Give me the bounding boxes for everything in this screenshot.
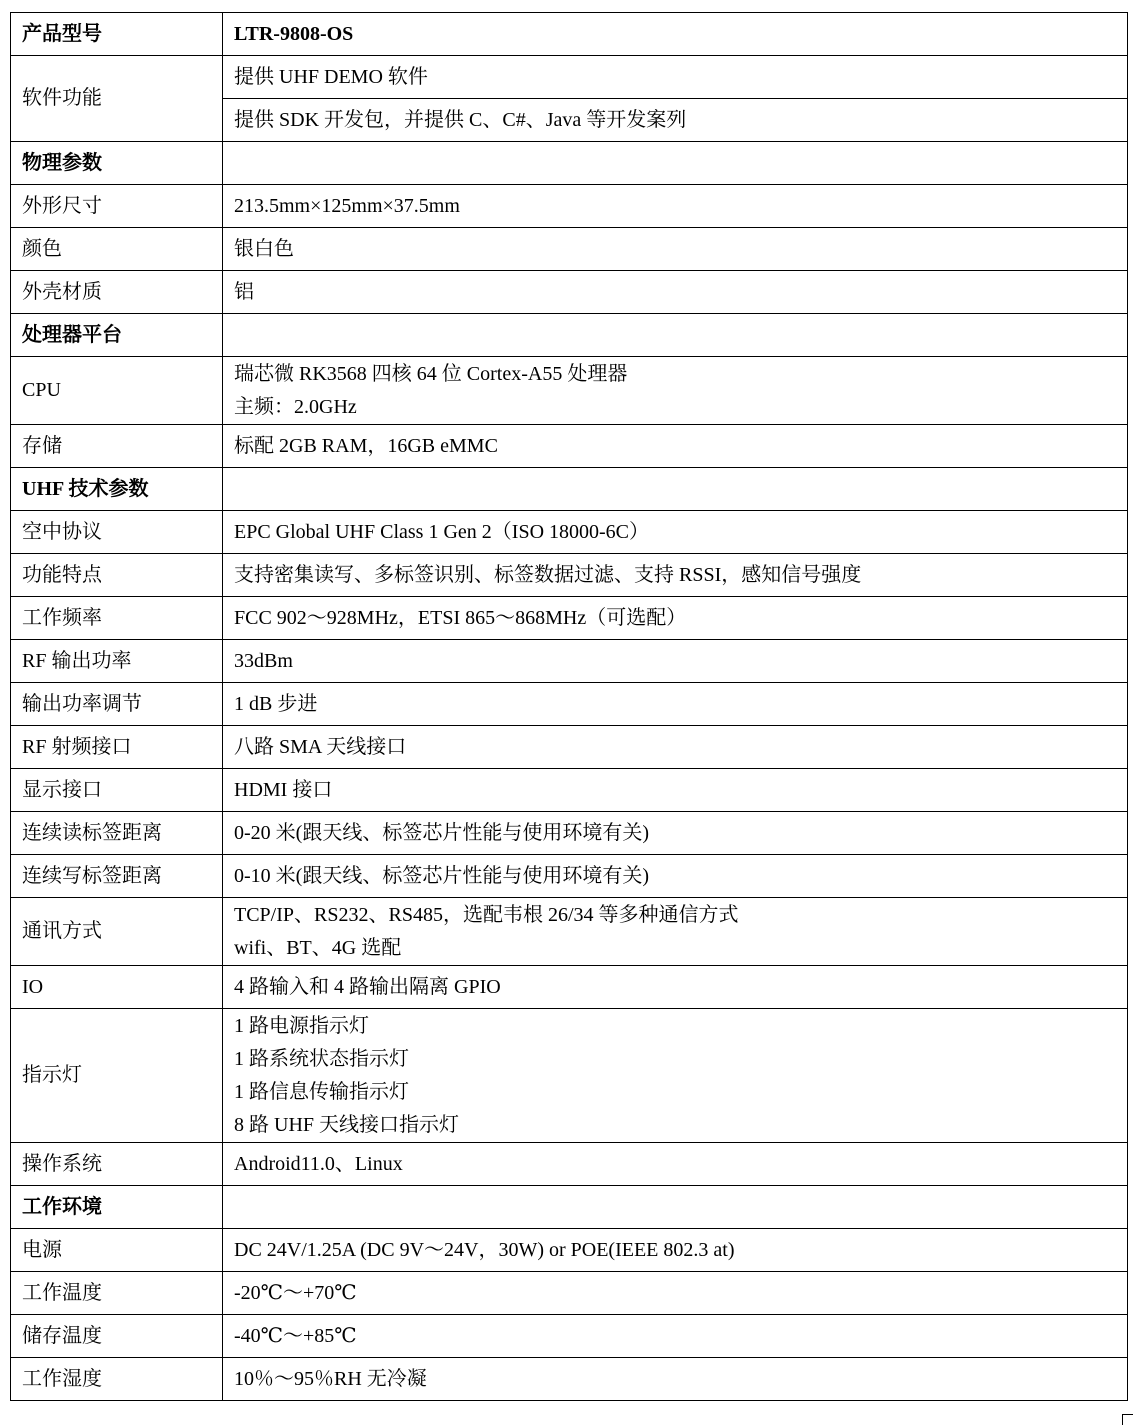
spec-label: 输出功率调节 [11, 683, 223, 726]
table-row [11, 1315, 1128, 1358]
spec-value [223, 1009, 1128, 1143]
spec-value [223, 511, 1128, 554]
spec-label: 通讯方式 [11, 898, 223, 966]
table-row [11, 640, 1128, 683]
table-row [11, 683, 1128, 726]
spec-value-line [234, 319, 1116, 352]
table-row [11, 1229, 1128, 1272]
table-row [11, 185, 1128, 228]
spec-value-line: 八路 SMA 天线接口 [234, 735, 407, 758]
spec-value-line: -20℃～+70℃ [234, 1281, 357, 1304]
table-row [11, 1143, 1128, 1186]
spec-value [223, 1272, 1128, 1315]
spec-value-line: 0-20 米(跟天线、标签芯片性能与使用环境有关) [234, 821, 649, 844]
spec-value-line: 铝 [234, 280, 254, 303]
table-row [11, 511, 1128, 554]
spec-label: 连续写标签距离 [11, 855, 223, 898]
spec-value [223, 271, 1128, 314]
spec-label: 颜色 [11, 228, 223, 271]
spec-label: 连续读标签距离 [11, 812, 223, 855]
spec-value [223, 1229, 1128, 1272]
spec-value [223, 554, 1128, 597]
spec-value-line: 主频：2.0GHz [234, 395, 357, 418]
spec-value [223, 640, 1128, 683]
spec-value [223, 185, 1128, 228]
software-line-1: 提供 UHF DEMO 软件 [223, 56, 1128, 99]
spec-value-line: wifi、BT、4G 选配 [234, 936, 402, 959]
table-row [11, 726, 1128, 769]
table-row [11, 769, 1128, 812]
spec-value-line: 8 路 UHF 天线接口指示灯 [234, 1113, 460, 1136]
spec-value [223, 425, 1128, 468]
table-row [11, 228, 1128, 271]
spec-label: RF 输出功率 [11, 640, 223, 683]
spec-label: 操作系统 [11, 1143, 223, 1186]
spec-value [223, 357, 1128, 425]
spec-value [223, 726, 1128, 769]
spec-value [223, 898, 1128, 966]
table-row [11, 357, 1128, 425]
spec-value [223, 1315, 1128, 1358]
spec-value [223, 228, 1128, 271]
model-value: LTR-9808-OS [223, 13, 1128, 56]
spec-label: RF 射频接口 [11, 726, 223, 769]
spec-value-line: TCP/IP、RS232、RS485，选配韦根 26/34 等多种通信方式 [234, 903, 739, 926]
spec-label: 电源 [11, 1229, 223, 1272]
spec-value [223, 966, 1128, 1009]
section-empty-cell [223, 468, 1128, 511]
section-heading: 处理器平台 [11, 314, 223, 357]
page-corner-mark [1122, 1414, 1133, 1425]
spec-value-line: 标配 2GB RAM，16GB eMMC [234, 434, 498, 457]
spec-label: 指示灯 [11, 1009, 223, 1143]
section-empty-cell [223, 1186, 1128, 1229]
spec-value [223, 812, 1128, 855]
spec-value-line: HDMI 接口 [234, 778, 333, 801]
spec-table-body [11, 13, 1128, 1401]
section-heading: 工作环境 [11, 1186, 223, 1229]
spec-label: 储存温度 [11, 1315, 223, 1358]
spec-value-line: 1 路电源指示灯 [234, 1014, 369, 1037]
table-row [11, 1358, 1128, 1401]
section-heading: 物理参数 [11, 142, 223, 185]
spec-label: 存储 [11, 425, 223, 468]
spec-table [10, 12, 1128, 1401]
spec-value-line [234, 1191, 1116, 1224]
table-row [11, 1186, 1128, 1229]
table-row [11, 855, 1128, 898]
table-row [11, 271, 1128, 314]
spec-value-line: 213.5mm×125mm×37.5mm [234, 194, 460, 217]
spec-label: 显示接口 [11, 769, 223, 812]
spec-label: IO [11, 966, 223, 1009]
table-row [11, 142, 1128, 185]
spec-label: 工作湿度 [11, 1358, 223, 1401]
spec-value [223, 597, 1128, 640]
spec-value-line: FCC 902～928MHz，ETSI 865～868MHz（可选配） [234, 606, 687, 629]
table-row [11, 1272, 1128, 1315]
spec-value-line: 33dBm [234, 649, 293, 672]
spec-value-line [234, 147, 1116, 180]
model-label: 产品型号 [11, 13, 223, 56]
spec-label: 空中协议 [11, 511, 223, 554]
software-label: 软件功能 [11, 56, 223, 142]
spec-value [223, 683, 1128, 726]
table-row-model [11, 13, 1128, 56]
spec-value-line: 银白色 [234, 237, 294, 260]
spec-value [223, 769, 1128, 812]
table-row [11, 554, 1128, 597]
spec-value-line: 1 路信息传输指示灯 [234, 1080, 409, 1103]
software-line-2: 提供 SDK 开发包，并提供 C、C#、Java 等开发案列 [223, 99, 1128, 142]
spec-value-line: DC 24V/1.25A (DC 9V～24V，30W) or POE(IEEE 802.3 at) [234, 1238, 735, 1261]
spec-value [223, 1358, 1128, 1401]
spec-label: 功能特点 [11, 554, 223, 597]
table-row [11, 898, 1128, 966]
section-empty-cell [223, 314, 1128, 357]
section-empty-cell [223, 142, 1128, 185]
spec-value-line: 0-10 米(跟天线、标签芯片性能与使用环境有关) [234, 864, 649, 887]
spec-value-line: 瑞芯微 RK3568 四核 64 位 Cortex-A55 处理器 [234, 362, 628, 385]
spec-value-line [234, 473, 1116, 506]
table-row [11, 812, 1128, 855]
spec-value-line: EPC Global UHF Class 1 Gen 2（ISO 18000-6C） [234, 520, 650, 543]
table-row-software-1 [11, 56, 1128, 99]
spec-value-line: 1 路系统状态指示灯 [234, 1047, 409, 1070]
table-row [11, 966, 1128, 1009]
spec-value-line: Android11.0、Linux [234, 1152, 403, 1175]
table-row [11, 468, 1128, 511]
spec-value-line: 4 路输入和 4 路输出隔离 GPIO [234, 975, 501, 998]
section-heading: UHF 技术参数 [11, 468, 223, 511]
spec-value-line: 支持密集读写、多标签识别、标签数据过滤、支持 RSSI，感知信号强度 [234, 563, 862, 586]
spec-label: 外壳材质 [11, 271, 223, 314]
spec-value-line: 1 dB 步进 [234, 692, 318, 715]
table-row [11, 597, 1128, 640]
spec-value [223, 1143, 1128, 1186]
table-row [11, 425, 1128, 468]
spec-value-line: -40℃～+85℃ [234, 1324, 357, 1347]
spec-value-line: 10％～95％RH 无冷凝 [234, 1367, 427, 1390]
spec-value [223, 855, 1128, 898]
table-row [11, 314, 1128, 357]
spec-label: CPU [11, 357, 223, 425]
spec-label: 工作频率 [11, 597, 223, 640]
spec-label: 外形尺寸 [11, 185, 223, 228]
spec-label: 工作温度 [11, 1272, 223, 1315]
table-row [11, 1009, 1128, 1143]
